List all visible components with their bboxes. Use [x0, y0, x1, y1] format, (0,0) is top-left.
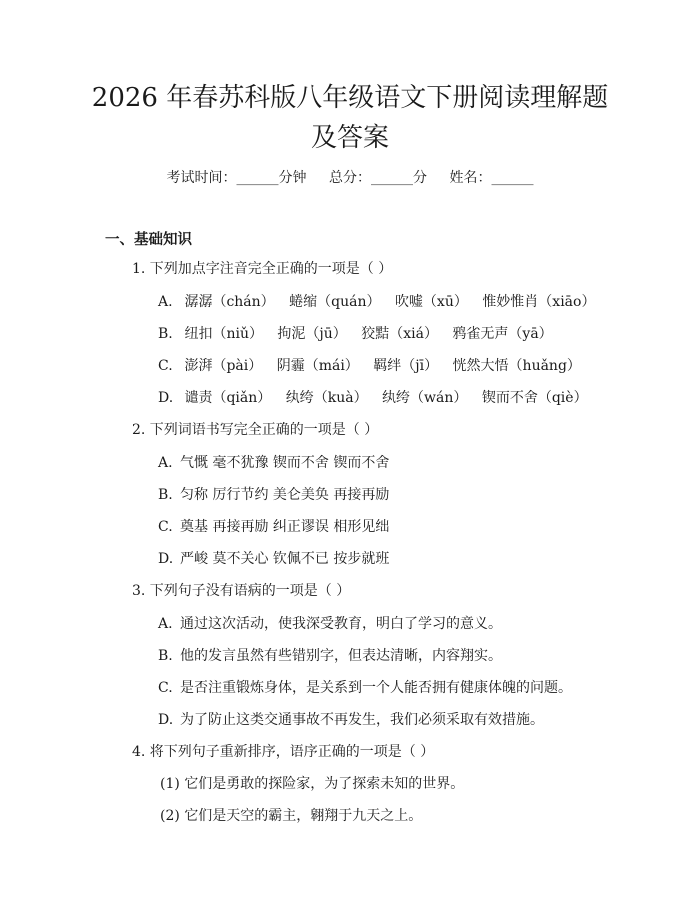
- question-1: 1. 下列加点字注音完全正确的一项是（ ）: [132, 261, 393, 277]
- option-text: 匀称 厉行节约 美仑美奂 再接再励: [180, 487, 390, 503]
- option-word: 羁绊（jī）: [373, 358, 439, 374]
- option-word: 狡黠（xiá）: [361, 326, 438, 342]
- section-heading: 一、基础知识: [105, 231, 192, 248]
- option-label: C.: [158, 358, 173, 374]
- option-word: 阴霾（mái）: [276, 358, 359, 374]
- option-text: 气慨 毫不犹豫 锲而不舍 锲而不舍: [180, 455, 390, 471]
- option-word: 拘泥（jū）: [277, 326, 347, 342]
- option-label: B.: [158, 326, 173, 342]
- option-label: D.: [158, 551, 174, 567]
- q2-option-b: [158, 485, 389, 505]
- option-text: 为了防止这类交通事故不再发生，我们必须采取有效措施。: [180, 712, 544, 728]
- q4-sentence-1: (1) 它们是勇敢的探险家，为了探索未知的世界。: [160, 776, 465, 792]
- option-text: 他的发言虽然有些错别字，但表达清晰，内容翔实。: [180, 648, 502, 664]
- q3-option-c: [158, 678, 572, 698]
- exam-info: [0, 168, 700, 188]
- question-3: 3. 下列句子没有语病的一项是（ ）: [132, 583, 351, 599]
- q4-sentence-2: (2) 它们是天空的霸主，翱翔于九天之上。: [160, 808, 423, 824]
- option-word: 谴责（qiǎn）: [184, 390, 272, 406]
- q3-option-b: [158, 646, 502, 666]
- option-label: A.: [158, 294, 173, 310]
- option-word: 锲而不舍（qiè）: [481, 390, 588, 406]
- option-word: 纨绔（kuà）: [285, 390, 368, 406]
- option-word: 吹嘘（xū）: [394, 294, 468, 310]
- option-word: 鸦雀无声（yā）: [452, 326, 553, 342]
- q1-option-a: [158, 292, 605, 312]
- option-text: 是否注重锻炼身体，是关系到一个人能否拥有健康体魄的问题。: [180, 680, 572, 696]
- exam-name: 姓名：______: [449, 170, 534, 186]
- title-line-1: 2026 年春苏科版八年级语文下册阅读理解题: [91, 83, 609, 113]
- exam-total-score: 总分：______分: [329, 170, 427, 186]
- exam-time: 考试时间：______分钟: [166, 170, 307, 186]
- q3-option-d: [158, 710, 544, 730]
- option-label: D.: [158, 712, 174, 728]
- option-label: A.: [158, 616, 173, 632]
- question-4: 4. 将下列句子重新排序，语序正确的一项是（ ）: [132, 744, 435, 760]
- q3-option-a: [158, 614, 502, 634]
- q1-option-d: [158, 388, 598, 408]
- option-word: 蜷缩（quán）: [289, 294, 381, 310]
- option-label: C.: [158, 519, 173, 535]
- option-word: 潺潺（chán）: [184, 294, 275, 310]
- option-word: 恍然大悟（huǎng）: [452, 358, 581, 374]
- option-text: 通过这次活动，使我深受教育，明白了学习的意义。: [180, 616, 502, 632]
- option-label: B.: [158, 487, 173, 503]
- option-label: A.: [158, 455, 173, 471]
- title-line-2: 及答案: [310, 123, 389, 153]
- option-word: 惟妙惟肖（xiāo）: [482, 294, 596, 310]
- option-word: 纽扣（niǔ）: [184, 326, 263, 342]
- q2-option-c: [158, 517, 389, 537]
- q2-option-d: [158, 549, 389, 569]
- q1-option-b: [158, 324, 563, 344]
- option-word: 澎湃（pài）: [184, 358, 263, 374]
- question-2: 2. 下列词语书写完全正确的一项是（ ）: [132, 422, 379, 438]
- q1-option-c: [158, 356, 591, 376]
- option-label: C.: [158, 680, 173, 696]
- option-text: 严峻 莫不关心 钦佩不已 按步就班: [180, 551, 390, 567]
- option-label: D.: [158, 390, 174, 406]
- option-word: 纨绔（wán）: [382, 390, 468, 406]
- q2-option-a: [158, 453, 389, 473]
- option-text: 奠基 再接再励 纠正谬误 相形见绌: [180, 519, 390, 535]
- option-label: B.: [158, 648, 173, 664]
- page-title: [60, 78, 640, 158]
